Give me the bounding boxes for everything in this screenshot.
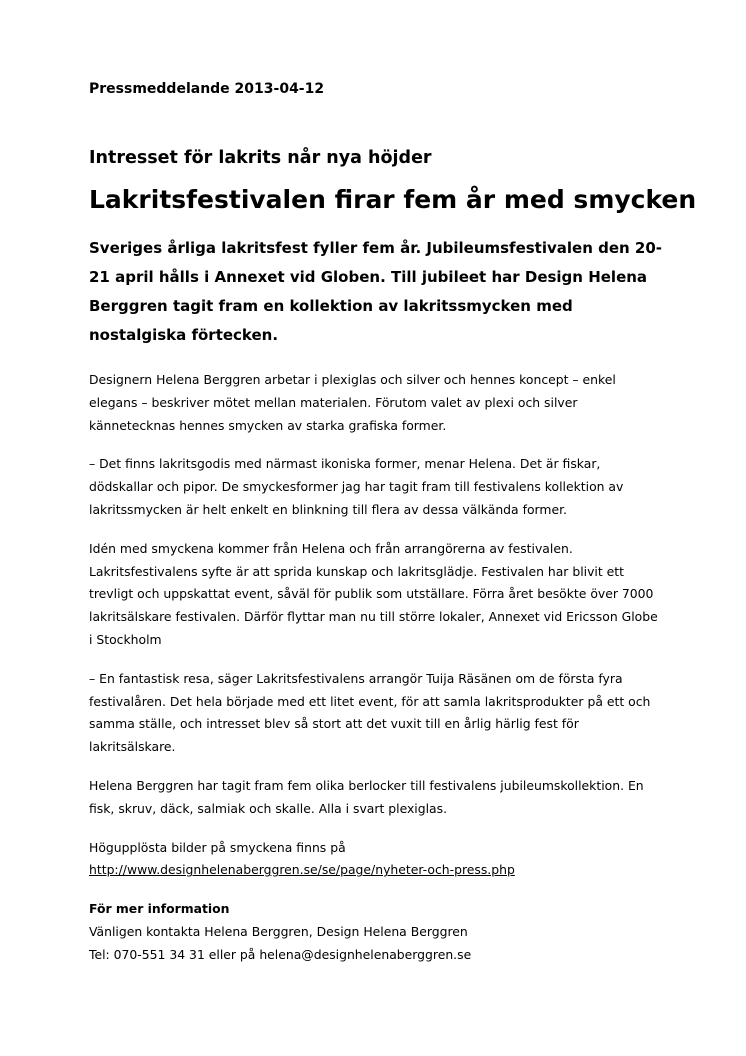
contact-block (89, 898, 664, 966)
images-note (89, 837, 664, 883)
images-note-text: Högupplösta bilder på smyckena finns på (89, 839, 346, 855)
body-paragraph: – Det finns lakritsgodis med närmast ikoniska former, menar Helena. Det är fiskar, dödskallar och pipor. De smyckesformer jag har tagit fram till festivalens kollektion av lakritssmycken är helt enkelt en blinkning till flera av dessa välkända former. (89, 456, 624, 517)
body-text (89, 369, 664, 983)
contact-phone-email: Tel: 070-551 34 31 eller på helena@designhelenaberggren.se (89, 946, 472, 962)
ingress-paragraph: Sveriges årliga lakritsfest fyller fem år. Jubileumsfestivalen den 20-21 april hålls i Annexet vid Globen. Till jubileet har Design Helena Berggren tagit fram en kollektion av lakritssmycken med nostalgiska förtecken. (89, 239, 663, 344)
contact-line: Vänligen kontakta Helena Berggren, Design Helena Berggren (89, 923, 468, 939)
headline-title: Lakritsfestivalen firar fem år med smycken (89, 185, 697, 214)
contact-heading: För mer information (89, 901, 230, 917)
body-paragraph: – En fantastisk resa, säger Lakritsfestivalens arrangör Tuija Räsänen om de första fyra festivalåren. Det hela började med ett litet event, för att samla lakritsprodukter på ett och samma ställe, och intresset blev så stort att det vuxit till en årlig härlig fest för lakritsälskare. (89, 670, 651, 755)
body-paragraph: Designern Helena Berggren arbetar i plexiglas och silver och hennes koncept – enkel elegans – beskriver mötet mellan materialen. Förutom valet av plexi och silver kännetecknas hennes smycken av starka grafiska former. (89, 372, 616, 433)
headline-subtitle: Intresset för lakrits når nya höjder (89, 148, 432, 168)
body-paragraph: Idén med smyckena kommer från Helena och från arrangörerna av festivalen. Lakritsfestivalens syfte är att sprida kunskap och lakritsglädje. Festivalen har blivit ett trevligt och uppskattat event, såväl för publik som utställare. Förra året besökte över 7000 lakritsälskare festivalen. Därför flyttar man nu till större lokaler, Annexet vid Ericsson Globe i Stockholm (89, 540, 658, 647)
press-images-link[interactable]: http://www.designhelenaberggren.se/se/page/nyheter-och-press.php (89, 862, 515, 878)
body-paragraph: Helena Berggren har tagit fram fem olika berlocker till festivalens jubileumskollektion. En fisk, skruv, däck, salmiak och skalle. Alla i svart plexiglas. (89, 777, 644, 816)
press-release-date: Pressmeddelande 2013-04-12 (89, 81, 325, 97)
